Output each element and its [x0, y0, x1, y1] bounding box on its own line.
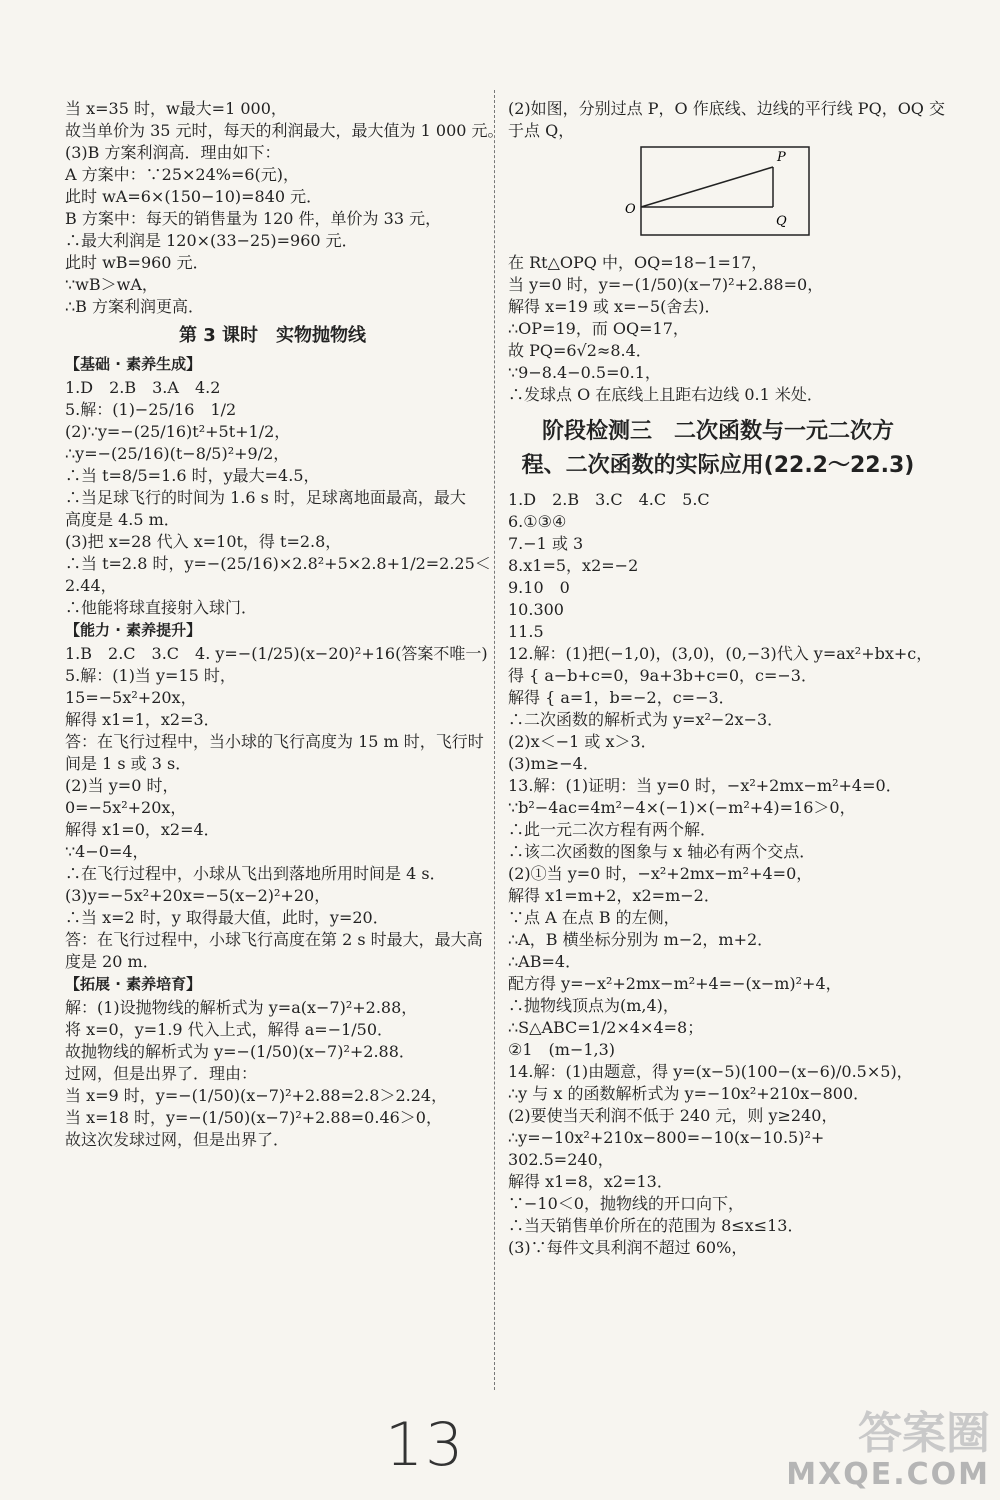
text-line: ∴在飞行过程中，小球从飞出到落地所用时间是 4 s．: [65, 864, 446, 883]
lesson-title: 第 3 课时 实物抛物线: [178, 325, 367, 346]
text-line: 在 Rt△OPQ 中，OQ=18−1=17，: [508, 253, 768, 272]
text-line: 14.解：(1)由题意，得 y=(x−5)(100−(x−6)/0.5×5)，: [508, 1062, 913, 1081]
text-line: 解得 x1=m+2，x2=m−2．: [508, 886, 720, 905]
text-line: 解得 x1=0，x2=4．: [65, 820, 220, 839]
text-line: 5.解：(1)−25/16 1/2: [65, 400, 237, 419]
text-line: 当 x=9 时，y=−(1/50)(x−7)²+2.88=2.8＞2.24，: [65, 1086, 448, 1105]
text-line: 过网，但是出界了．理由：: [65, 1064, 258, 1083]
text-line: 得 { a−b+c=0，9a+3b+c=0，c=−3．: [508, 666, 817, 685]
text-line: ∴OP=19，而 OQ=17，: [508, 319, 689, 338]
text-line: (2)要使当天利润不低于 240 元，则 y≥240，: [508, 1106, 838, 1125]
text-line: 13.解：(1)证明：当 y=0 时，−x²+2mx−m²+4=0．: [508, 776, 902, 795]
text-line: B 方案中：每天的销售量为 120 件，单价为 33 元，: [65, 209, 442, 228]
text-line: 此时 wB=960 元．: [65, 253, 209, 272]
section-title-ability: 【能力 · 素养提升】: [65, 621, 202, 639]
section-title-basic: 【基础 · 素养生成】: [65, 355, 202, 373]
text-line: (2)当 y=0 时，: [65, 776, 179, 795]
field-diagram-svg: [623, 143, 813, 243]
text-line: ∴当 t=8/5=1.6 时，y最大=4.5，: [65, 466, 320, 485]
stage-test-title-line2: 程、二次函数的实际应用(22.2～22.3): [521, 453, 915, 478]
watermark: [786, 1408, 990, 1492]
text-line: 9.10 0: [508, 578, 570, 597]
text-line: 此时 wA=6×(150−10)=840 元．: [65, 187, 323, 206]
text-line: (3)∵每件文具利润不超过 60%，: [508, 1238, 748, 1257]
text-line: 故抛物线的解析式为 y=−(1/50)(x−7)²+2.88．: [65, 1042, 415, 1061]
text-line: 302.5=240，: [508, 1150, 614, 1169]
text-line: 解得 x1=8，x2=13．: [508, 1172, 673, 1191]
text-line: ∴S△ABC=1/2×4×4=8；: [508, 1018, 704, 1037]
section-title-extension: 【拓展 · 素养培育】: [65, 975, 202, 993]
text-line: 度是 20 m．: [65, 952, 159, 971]
solution-continued: [508, 252, 928, 405]
stage-test-answers: [508, 489, 933, 1258]
text-line: ∴二次函数的解析式为 y=x²−2x−3．: [508, 710, 784, 729]
text-line: 1.D 2.B 3.A 4.2: [65, 378, 221, 397]
text-line: ②1 (m−1,3): [508, 1040, 616, 1059]
text-line: ∴当天销售单价所在的范围为 8≤x≤13．: [508, 1216, 804, 1235]
text-line: ∴y 与 x 的函数解析式为 y=−10x²+210x−800．: [508, 1084, 870, 1103]
text-line: 7.−1 或 3: [508, 534, 584, 553]
text-line: ∵9−8.4−0.5=0.1，: [508, 363, 661, 382]
text-line: (2)∵y=−(25/16)t²+5t+1/2，: [65, 422, 291, 441]
text-line: ∵wB＞wA，: [65, 275, 158, 294]
text-line: (2)x＜−1 或 x＞3．: [508, 732, 657, 751]
text-line: 11.5: [508, 622, 544, 641]
right-column: [508, 98, 946, 1259]
text-line: (3)m≥−4．: [508, 754, 599, 773]
text-line: 解：(1)设抛物线的解析式为 y=a(x−7)²+2.88，: [65, 998, 418, 1017]
text-line: 当 x=18 时，y=−(1/50)(x−7)²+2.88=0.46＞0，: [65, 1108, 442, 1127]
text-line: 0=−5x²+20x，: [65, 798, 187, 817]
text-line: ∴此一元二次方程有两个解．: [508, 820, 717, 839]
text-line: ∵点 A 在点 B 的左侧，: [508, 908, 680, 927]
text-line: ∴A，B 横坐标分别为 m−2，m+2．: [508, 930, 774, 949]
text-line: 当 y=0 时，y=−(1/50)(x−7)²+2.88=0，: [508, 275, 824, 294]
watermark-logo: 答案圈: [858, 1408, 990, 1459]
text-line: 高度是 4.5 m．: [65, 510, 180, 529]
segment-op: [641, 167, 773, 207]
text-line: (2)如图，分别过点 P，O 作底线、边线的平行线 PQ，OQ 交: [508, 99, 946, 118]
text-line: 答：在飞行过程中，小球飞行高度在第 2 s 时最大，最大高: [65, 930, 483, 949]
text-line: 解得 x=19 或 x=−5(舍去)．: [508, 297, 721, 316]
text-line: ∴最大利润是 120×(33−25)=960 元．: [65, 231, 358, 250]
text-line: (3)y=−5x²+20x=−5(x−2)²+20，: [65, 886, 331, 905]
text-line: 当 x=35 时，w最大=1 000，: [65, 99, 287, 118]
text-line: (3)把 x=28 代入 x=10t，得 t=2.8，: [65, 532, 342, 551]
text-line: ∴该二次函数的图象与 x 轴必有两个交点．: [508, 842, 816, 861]
text-line: 故 PQ=6√2≈8.4．: [508, 341, 652, 360]
text-line: 15=−5x²+20x，: [65, 688, 197, 707]
text-line: (2)①当 y=0 时，−x²+2mx−m²+4=0，: [508, 864, 813, 883]
text-line: 于点 Q，: [508, 121, 575, 140]
text-line: ∵−10＜0，抛物线的开口向下，: [508, 1194, 744, 1213]
text-line: ∴B 方案利润更高．: [65, 297, 205, 316]
stage-test-title: [508, 415, 928, 483]
stage-test-title-line1: 阶段检测三 二次函数与一元二次方: [541, 419, 894, 444]
left-column: [65, 98, 504, 1151]
section-basic: [65, 377, 491, 618]
text-line: 配方得 y=−x²+2mx−m²+4=−(x−m)²+4，: [508, 974, 842, 993]
text-line: 8.x1=5，x2=−2: [508, 556, 639, 575]
section-extension: [65, 997, 480, 1150]
text-line: ∴当足球飞行的时间为 1.6 s 时，足球离地面最高，最大: [65, 488, 466, 507]
text-line: A 方案中：∵25×24%=6(元)，: [65, 165, 300, 184]
text-line: ∴抛物线顶点为(m,4)，: [508, 996, 679, 1015]
text-line: 2.44，: [65, 576, 117, 595]
text-line: ∴当 x=2 时，y 取得最大值，此时，y=20．: [65, 908, 389, 927]
field-diagram: [623, 143, 928, 248]
label-q: Q: [776, 214, 787, 229]
text-line: 故这次发球过网，但是出界了．: [65, 1130, 290, 1149]
text-line: 间是 1 s 或 3 s．: [65, 754, 192, 773]
text-line: 5.解：(1)当 y=15 时，: [65, 666, 236, 685]
column-divider: [494, 90, 495, 1390]
label-o: O: [625, 202, 636, 217]
section-ability: [65, 643, 488, 972]
text-line: ∴y=−(25/16)(t−8/5)²+9/2，: [65, 444, 290, 463]
text-line: 6.①③④: [508, 512, 567, 531]
text-line: ∵b²−4ac=4m²−4×(−1)×(−m²+4)=16＞0，: [508, 798, 856, 817]
text-line: 10.300: [508, 600, 564, 619]
handwritten-page-number: 13: [385, 1410, 466, 1480]
text-line: 解得 x1=1，x2=3．: [65, 710, 220, 729]
text-line: ∵4−0=4，: [65, 842, 149, 861]
text-line: 故当单价为 35 元时，每天的利润最大，最大值为 1 000 元。: [65, 121, 504, 140]
text-line: 12.解：(1)把(−1,0)，(3,0)，(0,−3)代入 y=ax²+bx+c，: [508, 644, 933, 663]
text-line: ∴他能将球直接射入球门．: [65, 598, 258, 617]
text-line: ∴发球点 O 在底线上且距右边线 0.1 米处．: [508, 385, 823, 404]
watermark-url: MXQE.COM: [786, 1457, 990, 1492]
text-line: (3)B 方案利润高．理由如下：: [65, 143, 281, 162]
label-p: P: [777, 150, 786, 165]
text-line: ∴当 t=2.8 时，y=−(25/16)×2.8²+5×2.8+1/2=2.25＜: [65, 554, 491, 573]
text-line: 答：在飞行过程中，当小球的飞行高度为 15 m 时，飞行时: [65, 732, 484, 751]
text-line: 1.B 2.C 3.C 4. y=−(1/25)(x−20)²+16(答案不唯一): [65, 644, 488, 663]
top-lines-left: [65, 98, 504, 317]
text-line: 将 x=0，y=1.9 代入上式，解得 a=−1/50．: [65, 1020, 394, 1039]
text-line: 1.D 2.B 3.C 4.C 5.C: [508, 490, 710, 509]
text-line: ∴y=−10x²+210x−800=−10(x−10.5)²+: [508, 1128, 825, 1147]
text-line: 解得 { a=1，b=−2，c=−3．: [508, 688, 735, 707]
text-line: ∴AB=4．: [508, 952, 582, 971]
